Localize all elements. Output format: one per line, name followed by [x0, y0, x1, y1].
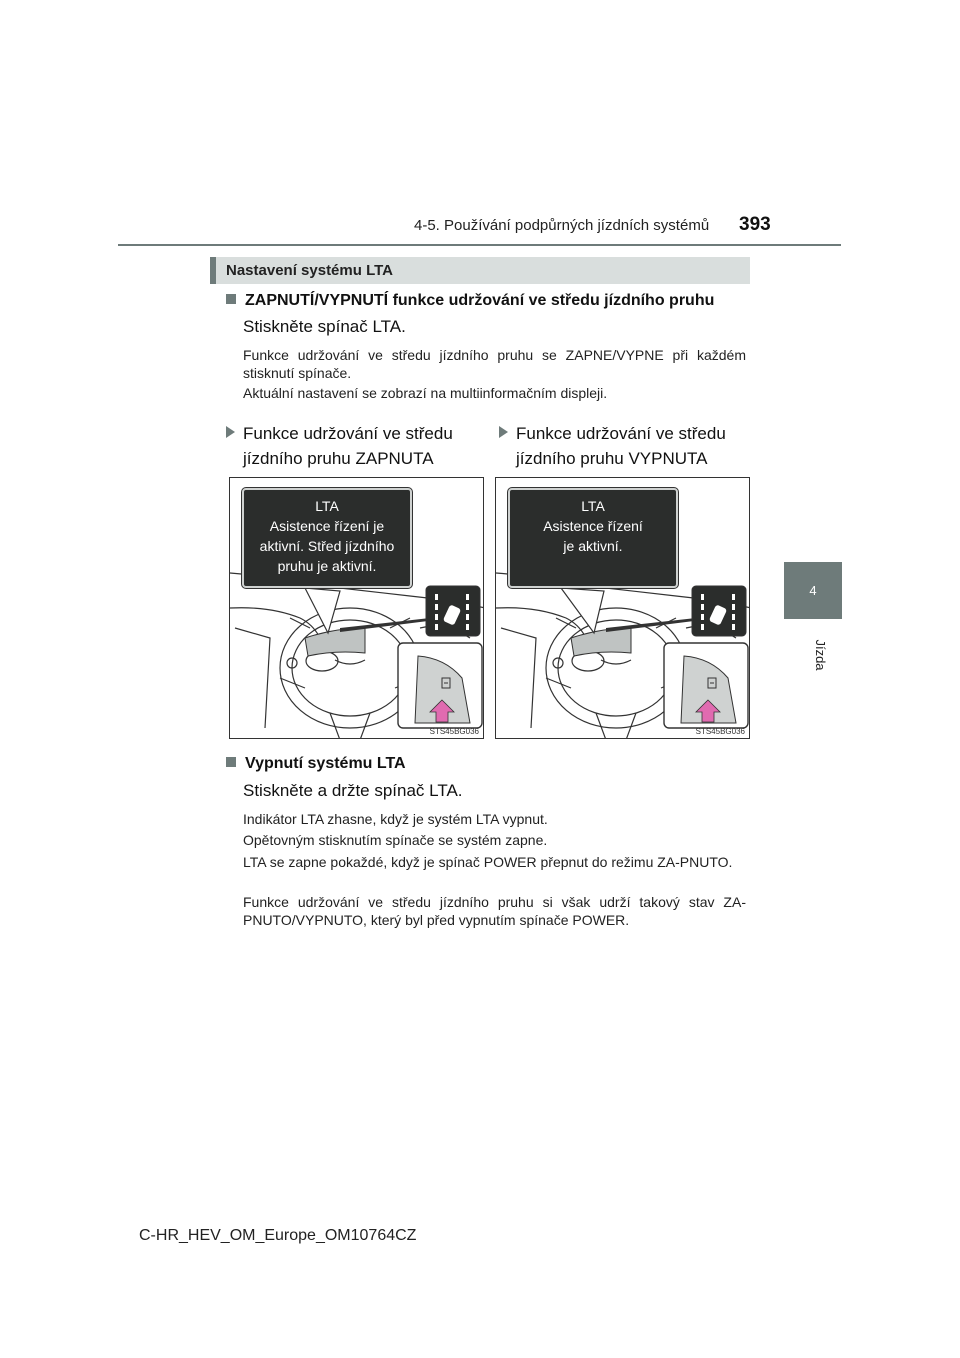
display-line: LTA [315, 498, 339, 514]
page-number: 393 [739, 214, 771, 235]
figure-code: STS45BG036 [429, 727, 479, 736]
triangle-bullet-icon [226, 426, 235, 438]
chapter-label: Jízda [813, 639, 828, 671]
square-bullet-icon [226, 757, 236, 767]
chapter-tab: 4 [784, 562, 842, 619]
figure-lta-off [495, 477, 750, 739]
block2-heading [226, 755, 406, 773]
block2-note2: Opětovným stisknutím spínače se systém zapne. [243, 832, 548, 848]
multi-info-display-off [508, 488, 678, 588]
column-off-heading [499, 421, 726, 471]
block1-note2: Aktuální nastavení se zobrazí na multiinformačním displeji. [243, 385, 608, 401]
column-on-heading [226, 421, 453, 471]
document-code: C-HR_HEV_OM_Europe_OM10764CZ [139, 1227, 417, 1244]
display-line: je aktivní. [563, 538, 623, 554]
running-header-title: 4-5. Používání podpůrných jízdních systémů [414, 217, 710, 234]
header-rule [118, 244, 841, 246]
block2-note4: Funkce udržování ve středu jízdního pruhu si však udrží takový stav ZA-PNUTO/VYPNUTO, který byl před vypnutím spínače POWER. [243, 894, 746, 928]
triangle-bullet-icon [499, 426, 508, 438]
column-on-heading-line2: jízdního pruhu ZAPNUTA [243, 449, 434, 468]
display-line: Asistence řízení je [269, 518, 385, 534]
block1-instruction: Stiskněte spínač LTA. [243, 317, 406, 336]
section-title-bar: Nastavení systému LTA [210, 257, 750, 284]
multi-info-display-on [242, 488, 412, 588]
block2-note3: LTA se zapne pokaždé, když je spínač POWER přepnut do režimu ZA-PNUTO. [243, 854, 733, 870]
square-bullet-icon [226, 294, 236, 304]
column-on-heading-line1: Funkce udržování ve středu [243, 424, 453, 443]
figure-lta-on [229, 477, 484, 739]
display-line: Asistence řízení [543, 518, 643, 534]
display-line: pruhu je aktivní. [277, 558, 377, 574]
figure-code: STS45BG036 [695, 727, 745, 736]
column-off-heading-line2: jízdního pruhu VYPNUTA [516, 449, 708, 468]
block2-note1: Indikátor LTA zhasne, když je systém LTA vypnut. [243, 811, 548, 827]
block1-note1: Funkce udržování ve středu jízdního pruhu se ZAPNE/VYPNE při každém stisknutí spínače. [243, 347, 746, 381]
block1-heading-text: ZAPNUTÍ/VYPNUTÍ funkce udržování ve středu jízdního pruhu [245, 292, 715, 309]
display-line: aktivní. Střed jízdního [259, 538, 395, 554]
block2-instruction: Stiskněte a držte spínač LTA. [243, 781, 463, 800]
column-off-heading-line1: Funkce udržování ve středu [516, 424, 726, 443]
block2-heading-text: Vypnutí systému LTA [245, 755, 406, 772]
block1-heading [226, 292, 714, 310]
display-line: LTA [581, 498, 605, 514]
